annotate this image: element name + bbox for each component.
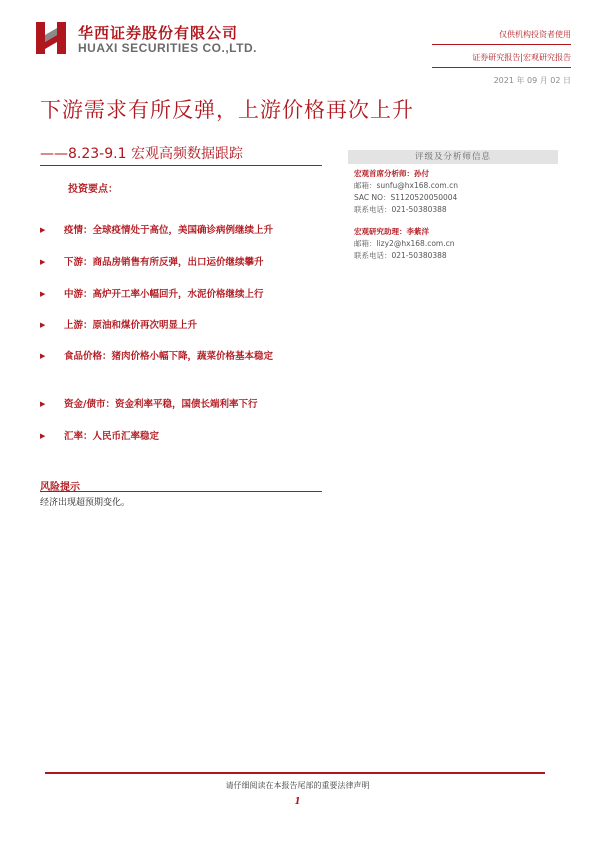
triangle-bullet-icon: ▶ xyxy=(40,290,46,298)
company-name-cn: 华西证券股份有限公司 xyxy=(78,24,239,42)
legal-notice: 请仔细阅读在本报告尾部的重要法律声明 xyxy=(225,781,370,790)
key-point-item xyxy=(40,255,330,270)
header-divider xyxy=(432,67,571,68)
triangle-bullet-icon: ▶ xyxy=(40,432,46,440)
chief-analyst-role: 宏观首席分析师： xyxy=(354,169,414,178)
title-divider xyxy=(40,165,322,166)
triangle-bullet-icon: ▶ xyxy=(40,226,46,234)
key-point-text: 上游：原油和煤价再次明显上升 xyxy=(64,320,198,331)
report-subtitle: ——8.23-9.1 宏观高频数据跟踪 xyxy=(40,146,243,162)
assistant-analyst-role: 宏观研究助理： xyxy=(354,227,407,236)
huaxi-logo-icon xyxy=(36,22,66,54)
key-point-item xyxy=(40,349,330,364)
chief-analyst-sac: SAC NO：S1120520050004 xyxy=(354,193,458,202)
key-point-text: 下游：商品房销售有所反弹，出口运价继续攀升 xyxy=(64,257,264,268)
key-point-text: 汇率：人民币汇率稳定 xyxy=(64,431,160,442)
triangle-bullet-icon: ▶ xyxy=(40,321,46,329)
assistant-analyst-line xyxy=(354,227,429,237)
assistant-analyst-email: 邮箱：lizy2@hx168.com.cn xyxy=(354,239,455,248)
triangle-bullet-icon: ▶ xyxy=(40,258,46,266)
chief-analyst-line xyxy=(354,169,429,179)
report-type: 证券研究报告|宏观研究报告 xyxy=(472,53,571,62)
company-name-en: HUAXI SECURITIES CO.,LTD. xyxy=(78,41,257,55)
key-points-heading: 投资要点： xyxy=(68,184,118,195)
chief-analyst-phone: 联系电话：021-50380388 xyxy=(354,205,447,214)
report-title: 下游需求有所反弹，上游价格再次上升 xyxy=(40,98,414,122)
chief-analyst-email: 邮箱：sunfu@hx168.com.cn xyxy=(354,181,458,190)
footer-divider xyxy=(45,772,545,774)
header-divider xyxy=(432,44,571,45)
key-point-text: 疫情：全球疫情处于高位，美国确诊病例继续上升 xyxy=(64,225,274,236)
key-point-item xyxy=(40,287,330,302)
risk-divider xyxy=(40,491,322,492)
page-number: 1 xyxy=(294,797,301,807)
triangle-bullet-icon: ▶ xyxy=(40,400,46,408)
key-point-item xyxy=(40,318,330,333)
triangle-bullet-icon: ▶ xyxy=(40,352,46,360)
assistant-analyst-phone: 联系电话：021-50380388 xyxy=(354,251,447,260)
key-point-text: 中游：高炉开工率小幅回升，水泥价格继续上行 xyxy=(64,289,264,300)
analyst-panel-title: 评级及分析师信息 xyxy=(348,150,558,164)
key-point-item xyxy=(40,429,330,444)
key-point-text: 食品价格：猪肉价格小幅下降，蔬菜价格基本稳定 xyxy=(64,351,274,362)
risk-text: 经济出现超预期变化。 xyxy=(40,498,131,508)
key-point-text: 资金/债市：资金利率平稳，国债长端利率下行 xyxy=(64,399,258,410)
key-point-item xyxy=(40,223,330,238)
audience-note: 仅供机构投资者使用 xyxy=(499,30,571,39)
chief-analyst-name: 孙付 xyxy=(414,169,429,178)
analyst-info-panel xyxy=(348,150,558,275)
key-point-item xyxy=(40,397,330,412)
risk-heading: 风险提示 xyxy=(40,482,80,493)
report-date: 2021 年 09 月 02 日 xyxy=(493,76,571,85)
assistant-analyst-name: 李紫洋 xyxy=(406,227,429,236)
